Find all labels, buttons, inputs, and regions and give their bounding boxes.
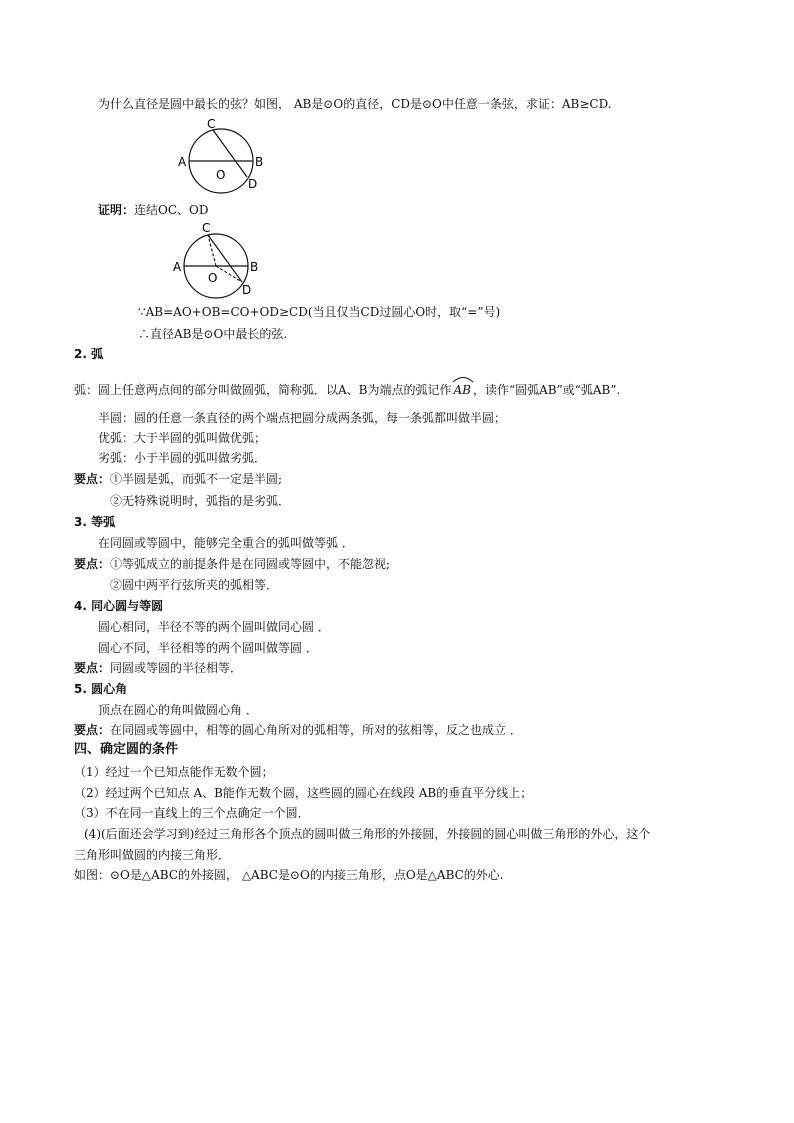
label-a-1: A [178, 155, 187, 169]
arc-definition [74, 382, 620, 398]
label-b-2: B [250, 260, 259, 274]
concentric-def: 圆心相同，半径不等的两个圆叫做同心圆 ． [98, 620, 330, 634]
sec4-key [74, 660, 242, 676]
sec4-key-text: 同圆或等圆的半径相等． [110, 661, 243, 675]
label-d-1: D [248, 177, 258, 191]
part-4-title: 四、确定圆的条件 [74, 742, 179, 757]
sec2-key-1-text: ①半圆是弧，而弧不一定是半圆; [110, 472, 283, 486]
label-o-1: O [216, 168, 226, 182]
circle-diagram-2 [170, 220, 266, 300]
condition-4-line-2: 三角形叫做圆的内接三角形． [74, 848, 231, 862]
label-c-1: C [207, 117, 216, 131]
equal-circle-def: 圆心不同，半径相等的两个圆叫做等圆 ． [98, 641, 318, 655]
arc-ab-text: AB [453, 383, 471, 397]
sec2-key-2: ②无特殊说明时，弧指的是劣弧． [110, 494, 291, 508]
sec3-key-1-text: ①等弧成立的前提条件是在同圆或等圆中，不能忽视; [110, 557, 391, 571]
label-c-2: C [202, 221, 211, 235]
arc-def-after: ，读作“圆弧AB”或“弧AB”. [472, 383, 621, 397]
sec2-key-1 [74, 471, 282, 487]
condition-3: （3）不在同一直线上的三个点确定一个圆． [74, 806, 310, 820]
sec5-key [74, 722, 522, 738]
section-2-title: 2. 弧 [74, 347, 104, 361]
condition-4-line-1: (4)(后面还会学习到)经过三角形各个顶点的圆叫做三角形的外接圆，外接圆的圆心叫做三角形的外心，这个 [84, 827, 651, 841]
radius-od [216, 266, 242, 282]
label-d-2: D [242, 283, 252, 297]
arc-def-before: 弧：圆上任意两点间的部分叫做圆弧，简称弧．以A、B为端点的弧记作 [74, 383, 452, 397]
label-b-1: B [255, 155, 264, 169]
central-angle-def: 顶点在圆心的角叫做圆心角 ． [98, 703, 258, 717]
minor-arc-def: 劣弧：小于半圆的弧叫做劣弧． [98, 451, 267, 465]
equal-arc-def: 在同圆或等圆中，能够完全重合的弧叫做等弧 ． [98, 536, 354, 550]
sec3-key-label: 要点： [74, 557, 111, 571]
label-o-2: O [208, 271, 218, 285]
proof-line [98, 202, 209, 218]
proof-connect: 连结OC、OD [134, 203, 209, 217]
circumcircle-example: 如图：⊙O是△ABC的外接圆， △ABC是⊙O的内接三角形，点O是△ABC的外心. [74, 868, 504, 882]
semicircle-def: 半圆：圆的任意一条直径的两个端点把圆分成两条弧，每一条弧都叫做半圆； [98, 411, 507, 425]
sec2-key-label: 要点： [74, 472, 111, 486]
proof-step-2: ∴直径AB是⊙O中最长的弦. [138, 327, 288, 341]
section-4-title: 4. 同心圆与等圆 [74, 599, 164, 613]
condition-1: （1）经过一个已知点能作无数个圆； [74, 765, 274, 779]
sec5-key-text: 在同圆或等圆中，相等的圆心角所对的弧相等，所对的弦相等，反之也成立 ． [110, 723, 522, 737]
major-arc-def: 优弧：大于半圆的弧叫做优弧； [98, 431, 267, 445]
sec3-key-1 [74, 556, 390, 572]
sec3-key-2: ②圆中两平行弦所夹的弧相等． [110, 578, 279, 592]
arc-mark-icon [452, 375, 474, 383]
proof-step-1: ∵AB=AO+OB=CO+OD≥CD(当且仅当CD过圆心O时，取“=”号) [138, 305, 501, 319]
sec5-key-label: 要点： [74, 723, 111, 737]
intro-question: 为什么直径是圆中最长的弦？如图， AB是⊙O的直径，CD是⊙O中任意一条弦，求证：AB≥CD. [98, 97, 612, 111]
section-5-title: 5. 圆心角 [74, 682, 128, 696]
sec4-key-label: 要点： [74, 661, 111, 675]
arc-ab-symbol [452, 382, 473, 398]
circle-diagram-1 [176, 116, 266, 196]
label-a-2: A [173, 260, 182, 274]
proof-label: 证明： [98, 203, 135, 217]
section-3-title: 3. 等弧 [74, 515, 116, 529]
condition-2: （2）经过两个已知点 A、B能作无数个圆，这些圆的圆心在线段 AB的垂直平分线上； [74, 786, 533, 800]
